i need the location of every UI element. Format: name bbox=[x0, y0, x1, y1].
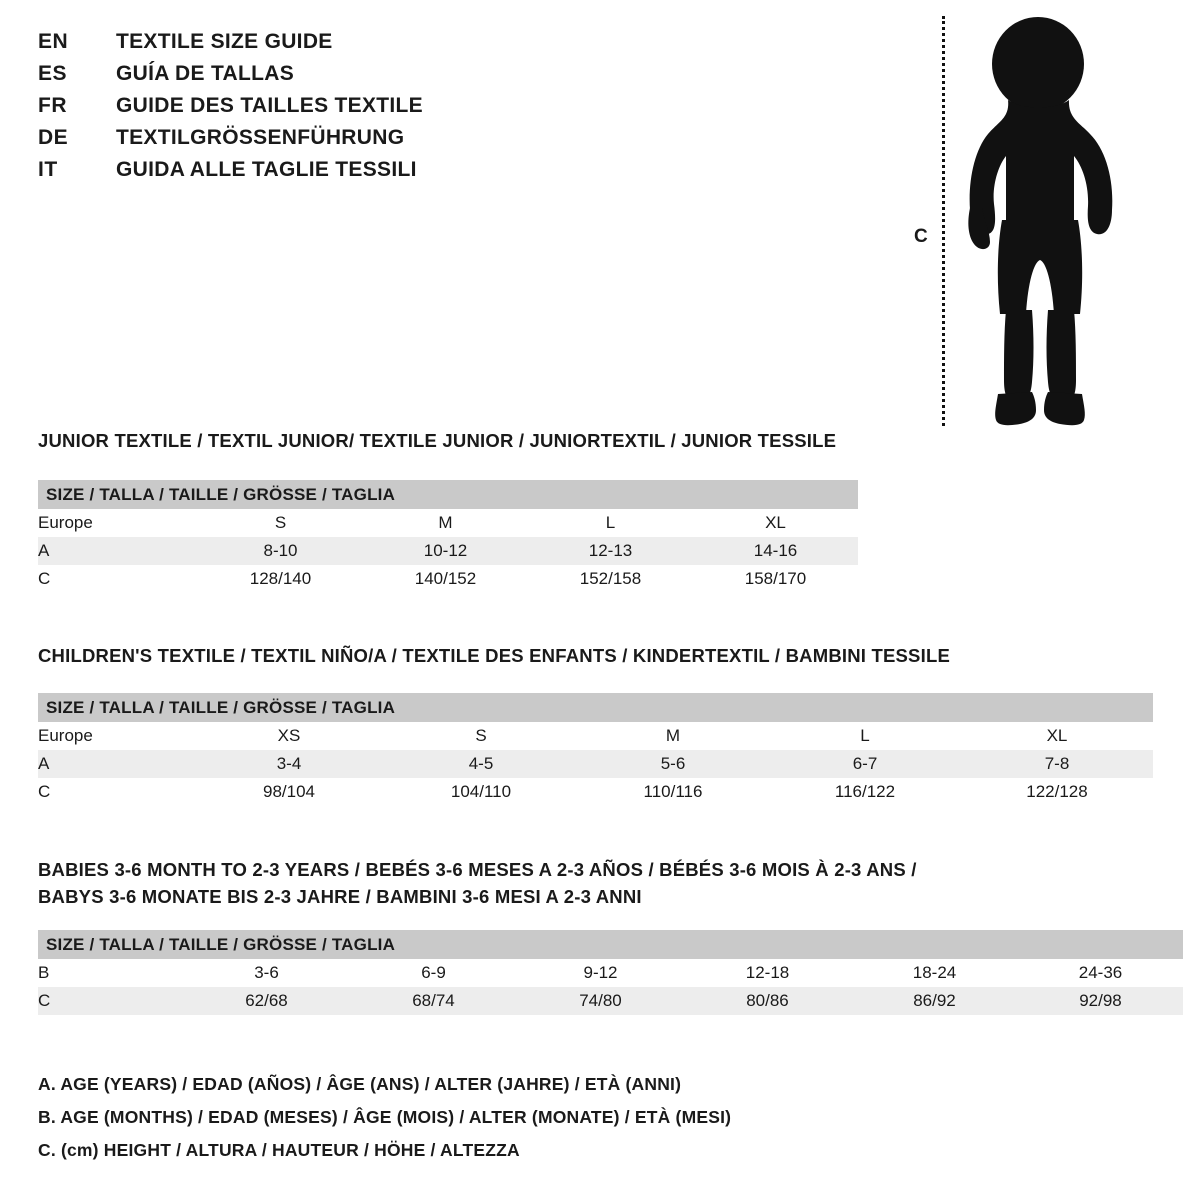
cell-value: 6-9 bbox=[350, 959, 517, 987]
language-row bbox=[38, 126, 598, 158]
section-title-babies-line1: BABIES 3-6 MONTH TO 2-3 YEARS / BEBÉS 3-6 MESES A 2-3 AÑOS / BÉBÉS 3-6 MOIS À 2-3 ANS / bbox=[38, 859, 917, 880]
row-label: C bbox=[38, 778, 193, 806]
language-title-block bbox=[38, 30, 598, 190]
cell-value: 14-16 bbox=[693, 537, 858, 565]
junior-size-table bbox=[38, 480, 858, 593]
table-header-label: SIZE / TALLA / TAILLE / GRÖSSE / TAGLIA bbox=[38, 480, 858, 509]
legend-line-b: B. AGE (MONTHS) / EDAD (MESES) / ÂGE (MOIS) / ALTER (MONATE) / ETÀ (MESI) bbox=[38, 1107, 732, 1127]
language-row bbox=[38, 62, 598, 94]
table-row bbox=[38, 959, 1183, 987]
cell-value: 152/158 bbox=[528, 565, 693, 593]
babies-size-table bbox=[38, 930, 1183, 1015]
cell-value: 12-18 bbox=[684, 959, 851, 987]
section-title-junior: JUNIOR TEXTILE / TEXTIL JUNIOR/ TEXTILE JUNIOR / JUNIORTEXTIL / JUNIOR TESSILE bbox=[38, 430, 837, 451]
table-row bbox=[38, 537, 858, 565]
table-row bbox=[38, 778, 1153, 806]
cell-value: M bbox=[577, 722, 769, 750]
row-label: C bbox=[38, 987, 183, 1015]
cell-value: 5-6 bbox=[577, 750, 769, 778]
table-header-label: SIZE / TALLA / TAILLE / GRÖSSE / TAGLIA bbox=[38, 693, 1153, 722]
legend-block bbox=[38, 1068, 1138, 1167]
cell-value: 140/152 bbox=[363, 565, 528, 593]
cell-value: L bbox=[528, 509, 693, 537]
language-title: GUIDA ALLE TAGLIE TESSILI bbox=[116, 158, 417, 181]
row-label: B bbox=[38, 959, 183, 987]
table-header-label: SIZE / TALLA / TAILLE / GRÖSSE / TAGLIA bbox=[38, 930, 1183, 959]
height-measure-label: C bbox=[914, 226, 928, 247]
cell-value: S bbox=[385, 722, 577, 750]
language-title: GUÍA DE TALLAS bbox=[116, 62, 295, 85]
child-silhouette-icon bbox=[950, 14, 1130, 429]
cell-value: 86/92 bbox=[851, 987, 1018, 1015]
table-row bbox=[38, 509, 858, 537]
cell-value: 110/116 bbox=[577, 778, 769, 806]
cell-value: 12-13 bbox=[528, 537, 693, 565]
language-title: TEXTILE SIZE GUIDE bbox=[116, 30, 333, 53]
cell-value: 116/122 bbox=[769, 778, 961, 806]
cell-value: S bbox=[198, 509, 363, 537]
table-header-row bbox=[38, 930, 1183, 959]
cell-value: 7-8 bbox=[961, 750, 1153, 778]
row-label: A bbox=[38, 537, 198, 565]
language-code: EN bbox=[38, 30, 69, 53]
legend-line-a: A. AGE (YEARS) / EDAD (AÑOS) / ÂGE (ANS) / ALTER (JAHRE) / ETÀ (ANNI) bbox=[38, 1074, 682, 1094]
section-title-children: CHILDREN'S TEXTILE / TEXTIL NIÑO/A / TEXTILE DES ENFANTS / KINDERTEXTIL / BAMBINI TESSILE bbox=[38, 645, 950, 666]
row-label: A bbox=[38, 750, 193, 778]
row-label: Europe bbox=[38, 722, 193, 750]
table-header-row bbox=[38, 480, 858, 509]
cell-value: 18-24 bbox=[851, 959, 1018, 987]
cell-value: XL bbox=[961, 722, 1153, 750]
table-header-row bbox=[38, 693, 1153, 722]
cell-value: M bbox=[363, 509, 528, 537]
cell-value: 3-6 bbox=[183, 959, 350, 987]
legend-line-c: C. (cm) HEIGHT / ALTURA / HAUTEUR / HÖHE / ALTEZZA bbox=[38, 1140, 520, 1160]
table-row bbox=[38, 722, 1153, 750]
cell-value: XL bbox=[693, 509, 858, 537]
cell-value: 6-7 bbox=[769, 750, 961, 778]
cell-value: 8-10 bbox=[198, 537, 363, 565]
cell-value: 158/170 bbox=[693, 565, 858, 593]
language-title: GUIDE DES TAILLES TEXTILE bbox=[116, 94, 423, 117]
cell-value: 80/86 bbox=[684, 987, 851, 1015]
section-title-babies-line2: BABYS 3-6 MONATE BIS 2-3 JAHRE / BAMBINI 3-6 MESI A 2-3 ANNI bbox=[38, 885, 642, 907]
cell-value: 128/140 bbox=[198, 565, 363, 593]
cell-value: L bbox=[769, 722, 961, 750]
language-code: IT bbox=[38, 158, 58, 181]
cell-value: 24-36 bbox=[1018, 959, 1183, 987]
height-dotted-line bbox=[942, 16, 945, 426]
row-label: C bbox=[38, 565, 198, 593]
language-code: ES bbox=[38, 62, 68, 85]
cell-value: 74/80 bbox=[517, 987, 684, 1015]
cell-value: 122/128 bbox=[961, 778, 1153, 806]
cell-value: 10-12 bbox=[363, 537, 528, 565]
cell-value: 98/104 bbox=[193, 778, 385, 806]
cell-value: XS bbox=[193, 722, 385, 750]
language-title: TEXTILGRÖSSENFÜHRUNG bbox=[116, 126, 405, 149]
language-row bbox=[38, 94, 598, 126]
cell-value: 62/68 bbox=[183, 987, 350, 1015]
cell-value: 3-4 bbox=[193, 750, 385, 778]
language-row bbox=[38, 30, 598, 62]
children-size-table bbox=[38, 693, 1153, 806]
cell-value: 9-12 bbox=[517, 959, 684, 987]
table-row bbox=[38, 750, 1153, 778]
row-label: Europe bbox=[38, 509, 198, 537]
section-title-babies bbox=[38, 857, 1168, 911]
table-row bbox=[38, 565, 858, 593]
table-row bbox=[38, 987, 1183, 1015]
language-code: DE bbox=[38, 126, 69, 149]
height-figure bbox=[900, 8, 1140, 428]
cell-value: 68/74 bbox=[350, 987, 517, 1015]
language-code: FR bbox=[38, 94, 67, 117]
cell-value: 92/98 bbox=[1018, 987, 1183, 1015]
cell-value: 104/110 bbox=[385, 778, 577, 806]
cell-value: 4-5 bbox=[385, 750, 577, 778]
language-row bbox=[38, 158, 598, 190]
